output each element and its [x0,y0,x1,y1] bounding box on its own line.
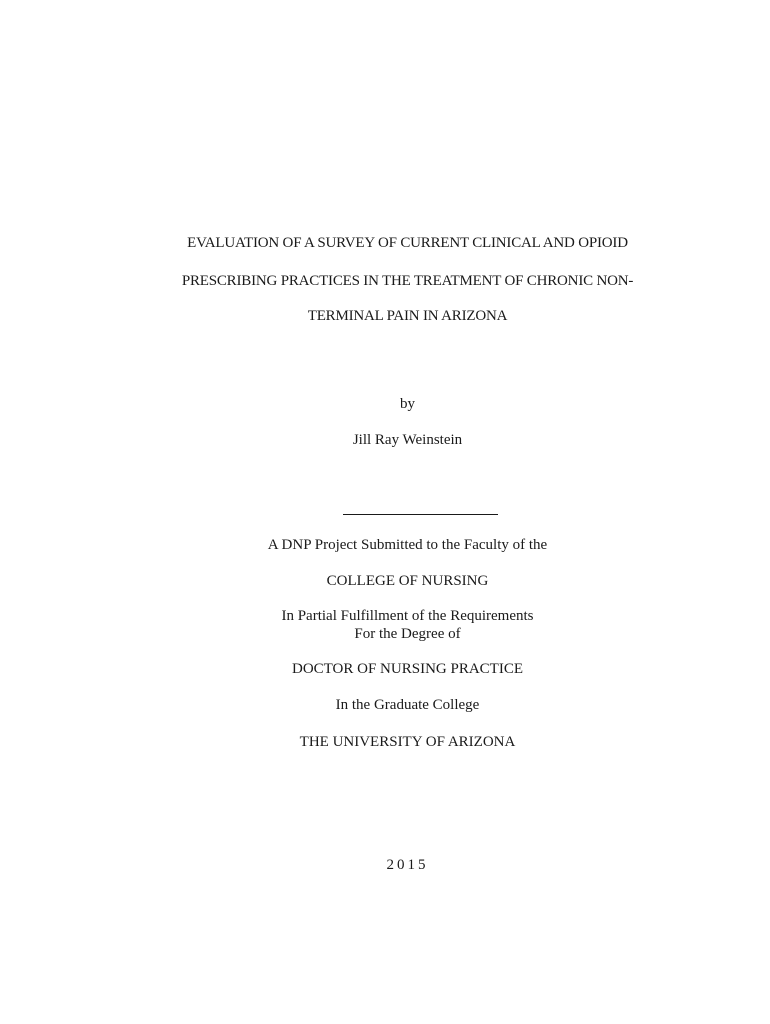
title-line-3: TERMINAL PAIN IN ARIZONA [307,308,508,324]
submission-year: 2015 [386,857,429,873]
title-line-2: PRESCRIBING PRACTICES IN THE TREATMENT OF CHRONIC NON- [181,273,634,289]
byline-by: by [400,396,415,412]
degree-name: DOCTOR OF NURSING PRACTICE [291,661,523,677]
degree-intro: For the Degree of [354,626,461,642]
fulfillment-text: In Partial Fulfillment of the Requirements [281,608,534,624]
submission-statement: A DNP Project Submitted to the Faculty of the [267,537,548,553]
college-name: COLLEGE OF NURSING [326,573,489,589]
graduate-college: In the Graduate College [335,697,480,713]
signature-rule [343,514,498,515]
title-line-1: EVALUATION OF A SURVEY OF CURRENT CLINICAL AND OPIOID [187,235,628,251]
author-name: Jill Ray Weinstein [352,432,463,448]
university-name: THE UNIVERSITY OF ARIZONA [299,734,516,750]
